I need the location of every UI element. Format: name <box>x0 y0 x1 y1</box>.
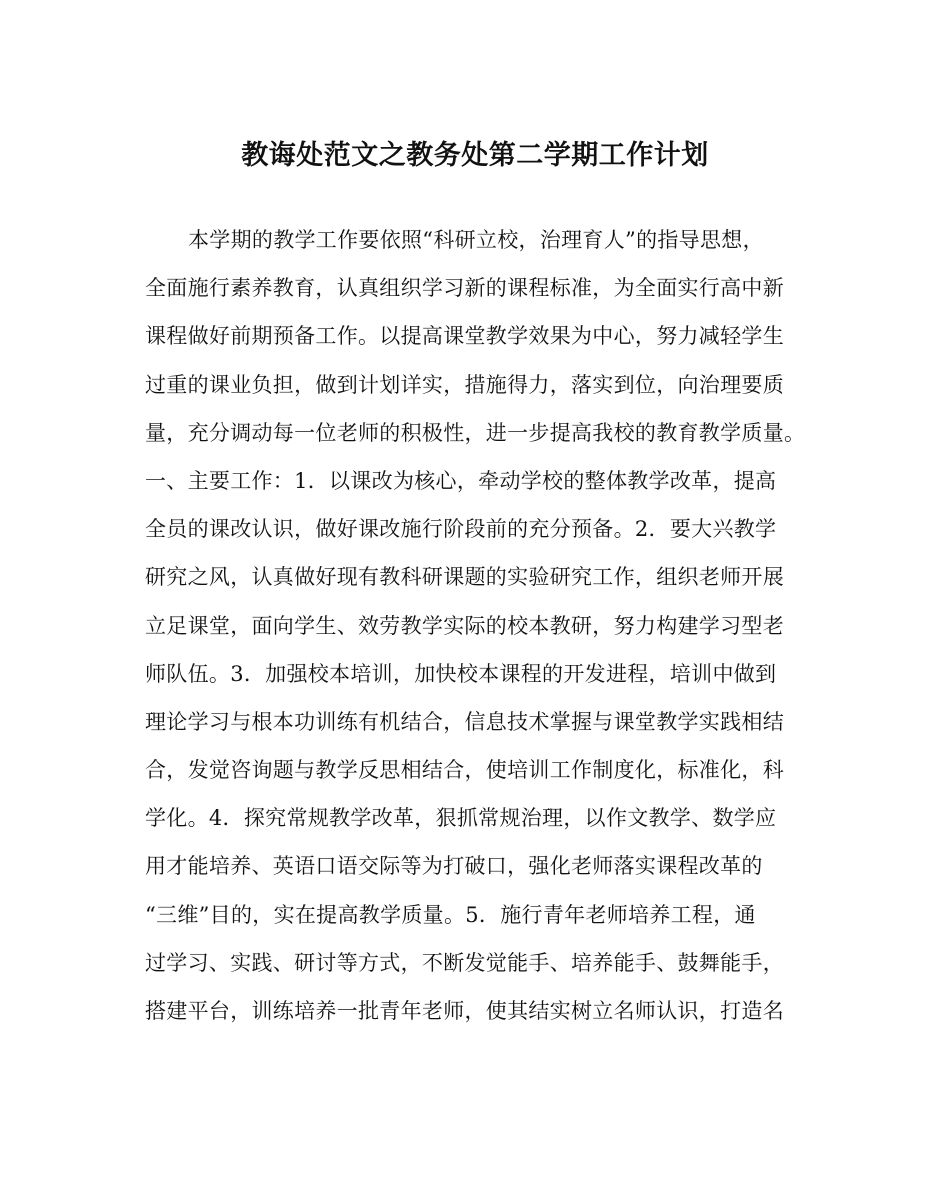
body-line: 全面施行素养教育，认真组织学习新的课程标准，为全面实行高中新 <box>145 276 784 301</box>
body-line: 过重的课业负担，做到计划详实，措施得力，落实到位，向治理要质 <box>145 372 784 397</box>
body-line: 过学习、实践、研讨等方式，不断发觉能手、培养能手、鼓舞能手， <box>145 950 784 975</box>
body-line: 学化。4．探究常规教学改革，狠抓常规治理，以作文教学、数学应 <box>145 806 777 831</box>
body-line: 量，充分调动每一位老师的积极性，进一步提高我校的教育教学质量。 <box>145 420 806 445</box>
body-line: 合，发觉咨询题与教学反思相结合，使培训工作制度化，标准化，科 <box>145 758 784 783</box>
body-line: 用才能培养、英语口语交际等为打破口，强化老师落实课程改革的 <box>145 854 763 879</box>
body-line: 师队伍。3．加强校本培训，加快校本课程的开发进程，培训中做到 <box>145 661 777 686</box>
body-line: 全员的课改认识，做好课改施行阶段前的充分预备。2．要大兴教学 <box>145 517 777 542</box>
body-line: 一、主要工作：1．以课改为核心，牵动学校的整体教学改革，提高 <box>145 468 777 493</box>
body-line: 搭建平台，训练培养一批青年老师，使其结实树立名师认识，打造名 <box>145 999 784 1023</box>
document-body <box>145 222 825 1041</box>
body-line: 研究之风，认真做好现有教科研课题的实验研究工作，组织老师开展 <box>145 565 784 590</box>
body-line: 理论学习与根本功训练有机结合，信息技术掌握与课堂教学实践相结 <box>145 709 784 734</box>
body-line: 立足课堂，面向学生、效劳教学实际的校本教研，努力构建学习型老 <box>145 613 784 638</box>
body-line: 课程做好前期预备工作。以提高课堂教学效果为中心，努力减轻学生 <box>145 324 784 349</box>
document-title: 教诲处范文之教务处第二学期工作计划 <box>241 140 709 171</box>
body-line: “三维”目的，实在提高教学质量。5．施行青年老师培养工程，通 <box>145 902 756 927</box>
body-line: 本学期的教学工作要依照“科研立校，治理育人”的指导思想， <box>188 228 764 252</box>
